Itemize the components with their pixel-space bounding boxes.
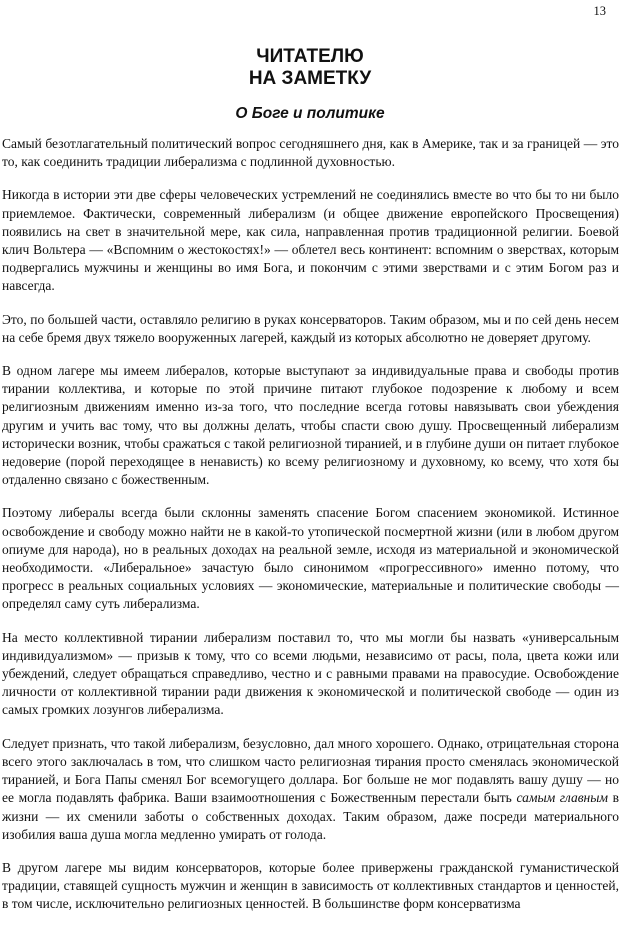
paragraph-7-text-start: Следует признать, что такой либерализм, безусловно, дал много хорошего. Однако, отрицательная сторона всего этого заключалась в том, что слишком часто религиозная тирания просто сменялась экономической тиранией, и Бога Папы сменял Бог всемогущего доллара. Бог больше не мог подавлять вашу душу — но ее могла подавлять фабрика. Ваши взаимоотношения с Божественным перестали быть bbox=[2, 735, 619, 806]
section-subtitle: О Боге и политике bbox=[235, 105, 385, 122]
paragraph-7-emphasis: самым главным bbox=[516, 790, 609, 806]
paragraph-6: На место коллективной тирании либерализм поставил то, что мы могли бы назвать «универсальным индивидуализмом» — призыв к тому, что со всеми людьми, независимо от расы, пола, цвета кожи или убеждений, следует обращаться справедливо, честно и с равными правами на правосудие. Освобождение личности от коллективной тирании ради движения к экономической и политической свободе — один из самых громких лозунгов либерализма. bbox=[2, 629, 619, 718]
paragraph-1: Самый безотлагательный политический вопрос сегодняшнего дня, как в Америке, так и за границей — это то, как соединить традиции либерализма с подлинной духовностью. bbox=[2, 136, 619, 170]
paragraph-7 bbox=[2, 735, 619, 844]
page-title-line-1: ЧИТАТЕЛЮ bbox=[256, 46, 364, 67]
paragraph-4: В одном лагере мы имеем либералов, которые выступают за индивидуальные права и свободы против тирании коллектива, и которые по этой причине питают глубокое подозрение к любому и всем религиозным движениям именно из-за того, что последние всегда готовы навязывать свои убеждения другим и учить вас тому, что вы должны делать, чтобы спасти свою душу. Просвещенный либерализм исторически возник, чтобы сражаться с такой религиозной тиранией, и в глубине души он питает глубокое недоверие (порой переходящее в ненависть) ко всему религиозному и духовному, ко всему, что хотя бы отдаленно связано с божественным. bbox=[2, 363, 619, 488]
page-title-line-2: НА ЗАМЕТКУ bbox=[248, 68, 372, 89]
paragraph-8: В другом лагере мы видим консерваторов, которые более привержены гражданской гуманистической традиции, ставящей сущность мужчин и женщин в зависимость от коллективных стандартов и ценностей, в том числе, исключительно религиозных ценностей. В большинстве форм консерватизма bbox=[2, 859, 619, 912]
paragraph-3: Это, по большей части, оставляло религию в руках консерваторов. Таким образом, мы и по сей день несем на себе бремя двух тяжело вооруженных лагерей, каждый из которых абсолютно не доверяет другому. bbox=[2, 311, 619, 345]
body-text bbox=[2, 135, 619, 929]
page-title bbox=[0, 46, 620, 90]
paragraph-2: Никогда в истории эти две сферы человеческих устремлений не соединялись вместе во что бы то ни было приемлемое. Фактически, современный либерализм (и общее движение европейского Просвещения) появились на свет в значительной мере, как сила, направленная против традиционной религии. Боевой клич Вольтера — «Вспомним о жестокостях!» — облетел весь континент: вспомним о зверствах, которым подвергались мужчины и женщины во имя Бога, и покончим с этими зверствами и с этим Богом раз и навсегда. bbox=[2, 187, 619, 294]
paragraph-7-text-end: в жизни — их сменили заботы о собственных доходах. Таким образом, даже посреди материального изобилия ваша душа могла медленно умирать от голода. bbox=[2, 790, 619, 842]
page-number: 13 bbox=[593, 4, 606, 18]
paragraph-5: Поэтому либералы всегда были склонны заменять спасение Богом спасением экономикой. Истинное освобождение и свободу можно найти не в какой-то утопической посмертной жизни (или в любом другом опиуме для народа), но в реальных доходах на реальной земле, исходя из материальной и экономической необходимости. «Либеральное» зачастую было синонимом «прогрессивного» именно потому, что прогресс в реальных социальных условиях — экономические, материальные и политические свободы — определял саму суть либерализма. bbox=[2, 505, 619, 612]
